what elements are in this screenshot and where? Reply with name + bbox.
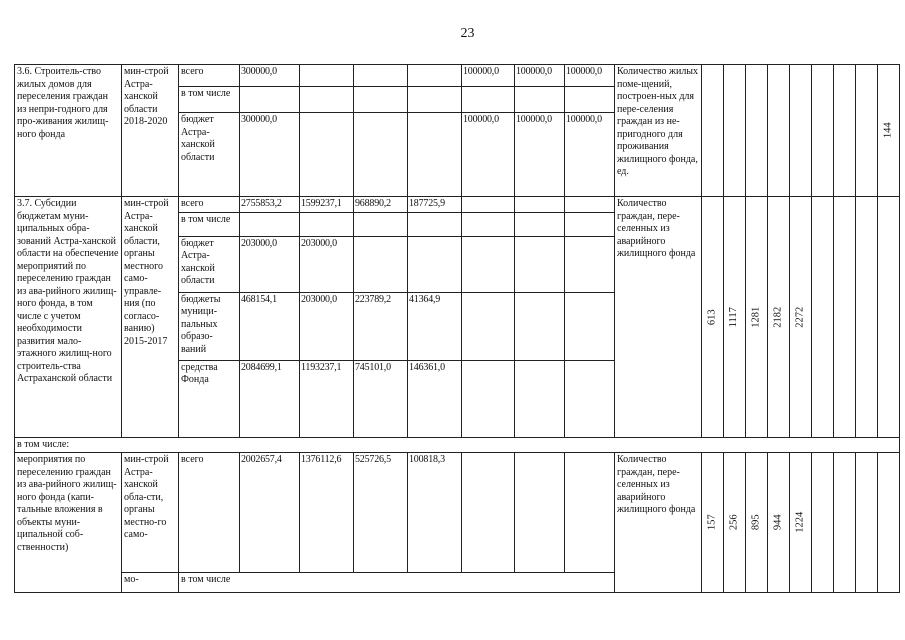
value-cell: 2084699,1 [240, 360, 300, 437]
row-3-7-executor: мин-строй Астра-ханской области, органы местного само-управле-ния (по согласо-ванию) 2015-2017 [122, 197, 179, 438]
row-3-6-src-total: всего [179, 65, 240, 87]
row-3-7-src-fund: средства Фонда [179, 360, 240, 437]
row-3-6-indicator: Количество жилых поме-щений, построен-ных для пере-селения граждан из не-пригодного для проживания жилищного фонда, ед. [615, 65, 702, 197]
value-cell [354, 236, 408, 292]
page-number: 23 [460, 26, 475, 41]
value-cell [462, 292, 515, 360]
incl-label: в том числе: [15, 437, 900, 453]
value-cell: 745101,0 [354, 360, 408, 437]
value-cell: 468154,1 [240, 292, 300, 360]
row-3-7-name: 3.7. Субсидии бюджетам муни-ципальных обра-зований Астра-ханской области на обеспечение мероприятий по переселению граждан из ава-рийного жилищ-ного фонда, в том числе с учетом необходимости развития мало-этажного жилищ-ного строитель-ства Астраханской области [15, 197, 122, 438]
indicator-value-cell [812, 65, 834, 197]
indicator-value-cell [834, 453, 856, 593]
value-cell: 203000,0 [300, 236, 354, 292]
value-cell [462, 453, 515, 573]
row-measures-src-incl: в том числе [179, 573, 615, 593]
value-cell [300, 113, 354, 197]
value-cell: 100000,0 [565, 113, 615, 197]
row-3-7-src-incl: в том числе [179, 212, 240, 236]
value-cell: 1193237,1 [300, 360, 354, 437]
indicator-value-cell [856, 65, 878, 197]
value-cell [515, 197, 565, 213]
row-3-7-indicator: Количество граждан, пере-селенных из аварийного жилищного фонда [615, 197, 702, 438]
value-cell [354, 113, 408, 197]
value-cell: 41364,9 [408, 292, 462, 360]
row-3-6-src-regional: бюджет Астра-ханской области [179, 113, 240, 197]
row-3-7-src-total: всего [179, 197, 240, 213]
indicator-value-cell [834, 65, 856, 197]
indicator-value-cell [856, 453, 878, 593]
indicator-value-cell [790, 65, 812, 197]
row-measures-executor-cont: мо- [122, 573, 179, 593]
value-cell [408, 236, 462, 292]
row-3-6-executor: мин-строй Астра-ханской области 2018-2020 [122, 65, 179, 197]
row-measures-name: мероприятия по переселению граждан из ава-рийного жилищ-ного фонда (капи-тальные вложения в объекты муни-ципальной соб-ственности) [15, 453, 122, 593]
value-cell: 100000,0 [565, 65, 615, 87]
indicator-value-cell: 1117 [724, 197, 746, 438]
value-cell: 2755853,2 [240, 197, 300, 213]
row-measures-src-total: всего [179, 453, 240, 573]
value-cell [515, 292, 565, 360]
indicator-value-cell [724, 65, 746, 197]
value-cell: 100000,0 [462, 65, 515, 87]
indicator-value-cell: 613 [702, 197, 724, 438]
value-cell: 203000,0 [300, 292, 354, 360]
value-cell [462, 360, 515, 437]
row-3-7-src-municipal: бюджеты муници-пальных образо-ваний [179, 292, 240, 360]
row-measures-total [15, 453, 900, 573]
row-3-6-total [15, 65, 900, 87]
indicator-value-cell [834, 197, 856, 438]
value-cell: 525726,5 [354, 453, 408, 573]
value-cell: 968890,2 [354, 197, 408, 213]
indicator-value-cell: 944 [768, 453, 790, 593]
row-3-6-src-incl: в том числе [179, 87, 240, 113]
value-cell [515, 360, 565, 437]
value-cell: 100000,0 [515, 113, 565, 197]
value-cell [408, 113, 462, 197]
indicator-value-cell: 157 [702, 453, 724, 593]
value-cell: 1376112,6 [300, 453, 354, 573]
row-incl-label [15, 437, 900, 453]
value-cell [565, 453, 615, 573]
value-cell [565, 236, 615, 292]
value-cell: 100000,0 [515, 65, 565, 87]
indicator-value-cell: 2182 [768, 197, 790, 438]
value-cell: 223789,2 [354, 292, 408, 360]
value-cell: 300000,0 [240, 113, 300, 197]
value-cell [565, 360, 615, 437]
value-cell [408, 65, 462, 87]
indicator-value-cell [878, 197, 900, 438]
row-3-6-name: 3.6. Строитель-ство жилых домов для переселения граждан из непри-годного для про-живания жилищ-ного фонда [15, 65, 122, 197]
indicator-value-cell: 1224 [790, 453, 812, 593]
value-cell [354, 65, 408, 87]
row-3-7-src-regional: бюджет Астра-ханской области [179, 236, 240, 292]
indicator-value-cell: 256 [724, 453, 746, 593]
indicator-value-cell: 895 [746, 453, 768, 593]
value-cell: 146361,0 [408, 360, 462, 437]
value-cell: 100818,3 [408, 453, 462, 573]
indicator-value-cell [702, 65, 724, 197]
value-cell: 300000,0 [240, 65, 300, 87]
indicator-value-cell [812, 197, 834, 438]
value-cell [300, 65, 354, 87]
value-cell [462, 236, 515, 292]
program-table [14, 64, 900, 593]
indicator-value-cell [856, 197, 878, 438]
row-measures-executor: мин-строй Астра-ханской обла-сти, органы местно-го само- [122, 453, 179, 573]
row-measures-indicator: Количество граждан, пере-селенных из аварийного жилищного фонда [615, 453, 702, 593]
value-cell [565, 197, 615, 213]
row-3-7-total [15, 197, 900, 213]
indicator-value-cell [746, 65, 768, 197]
value-cell: 187725,9 [408, 197, 462, 213]
value-cell [515, 453, 565, 573]
value-cell [515, 236, 565, 292]
indicator-value-cell [812, 453, 834, 593]
value-cell [462, 197, 515, 213]
value-cell: 100000,0 [462, 113, 515, 197]
indicator-value-cell: 144 [878, 65, 900, 197]
value-cell [565, 292, 615, 360]
indicator-value-cell: 2272 [790, 197, 812, 438]
value-cell: 203000,0 [240, 236, 300, 292]
indicator-value-cell [878, 453, 900, 593]
indicator-value-cell [768, 65, 790, 197]
indicator-value-cell: 1281 [746, 197, 768, 438]
value-cell: 1599237,1 [300, 197, 354, 213]
value-cell: 2002657,4 [240, 453, 300, 573]
